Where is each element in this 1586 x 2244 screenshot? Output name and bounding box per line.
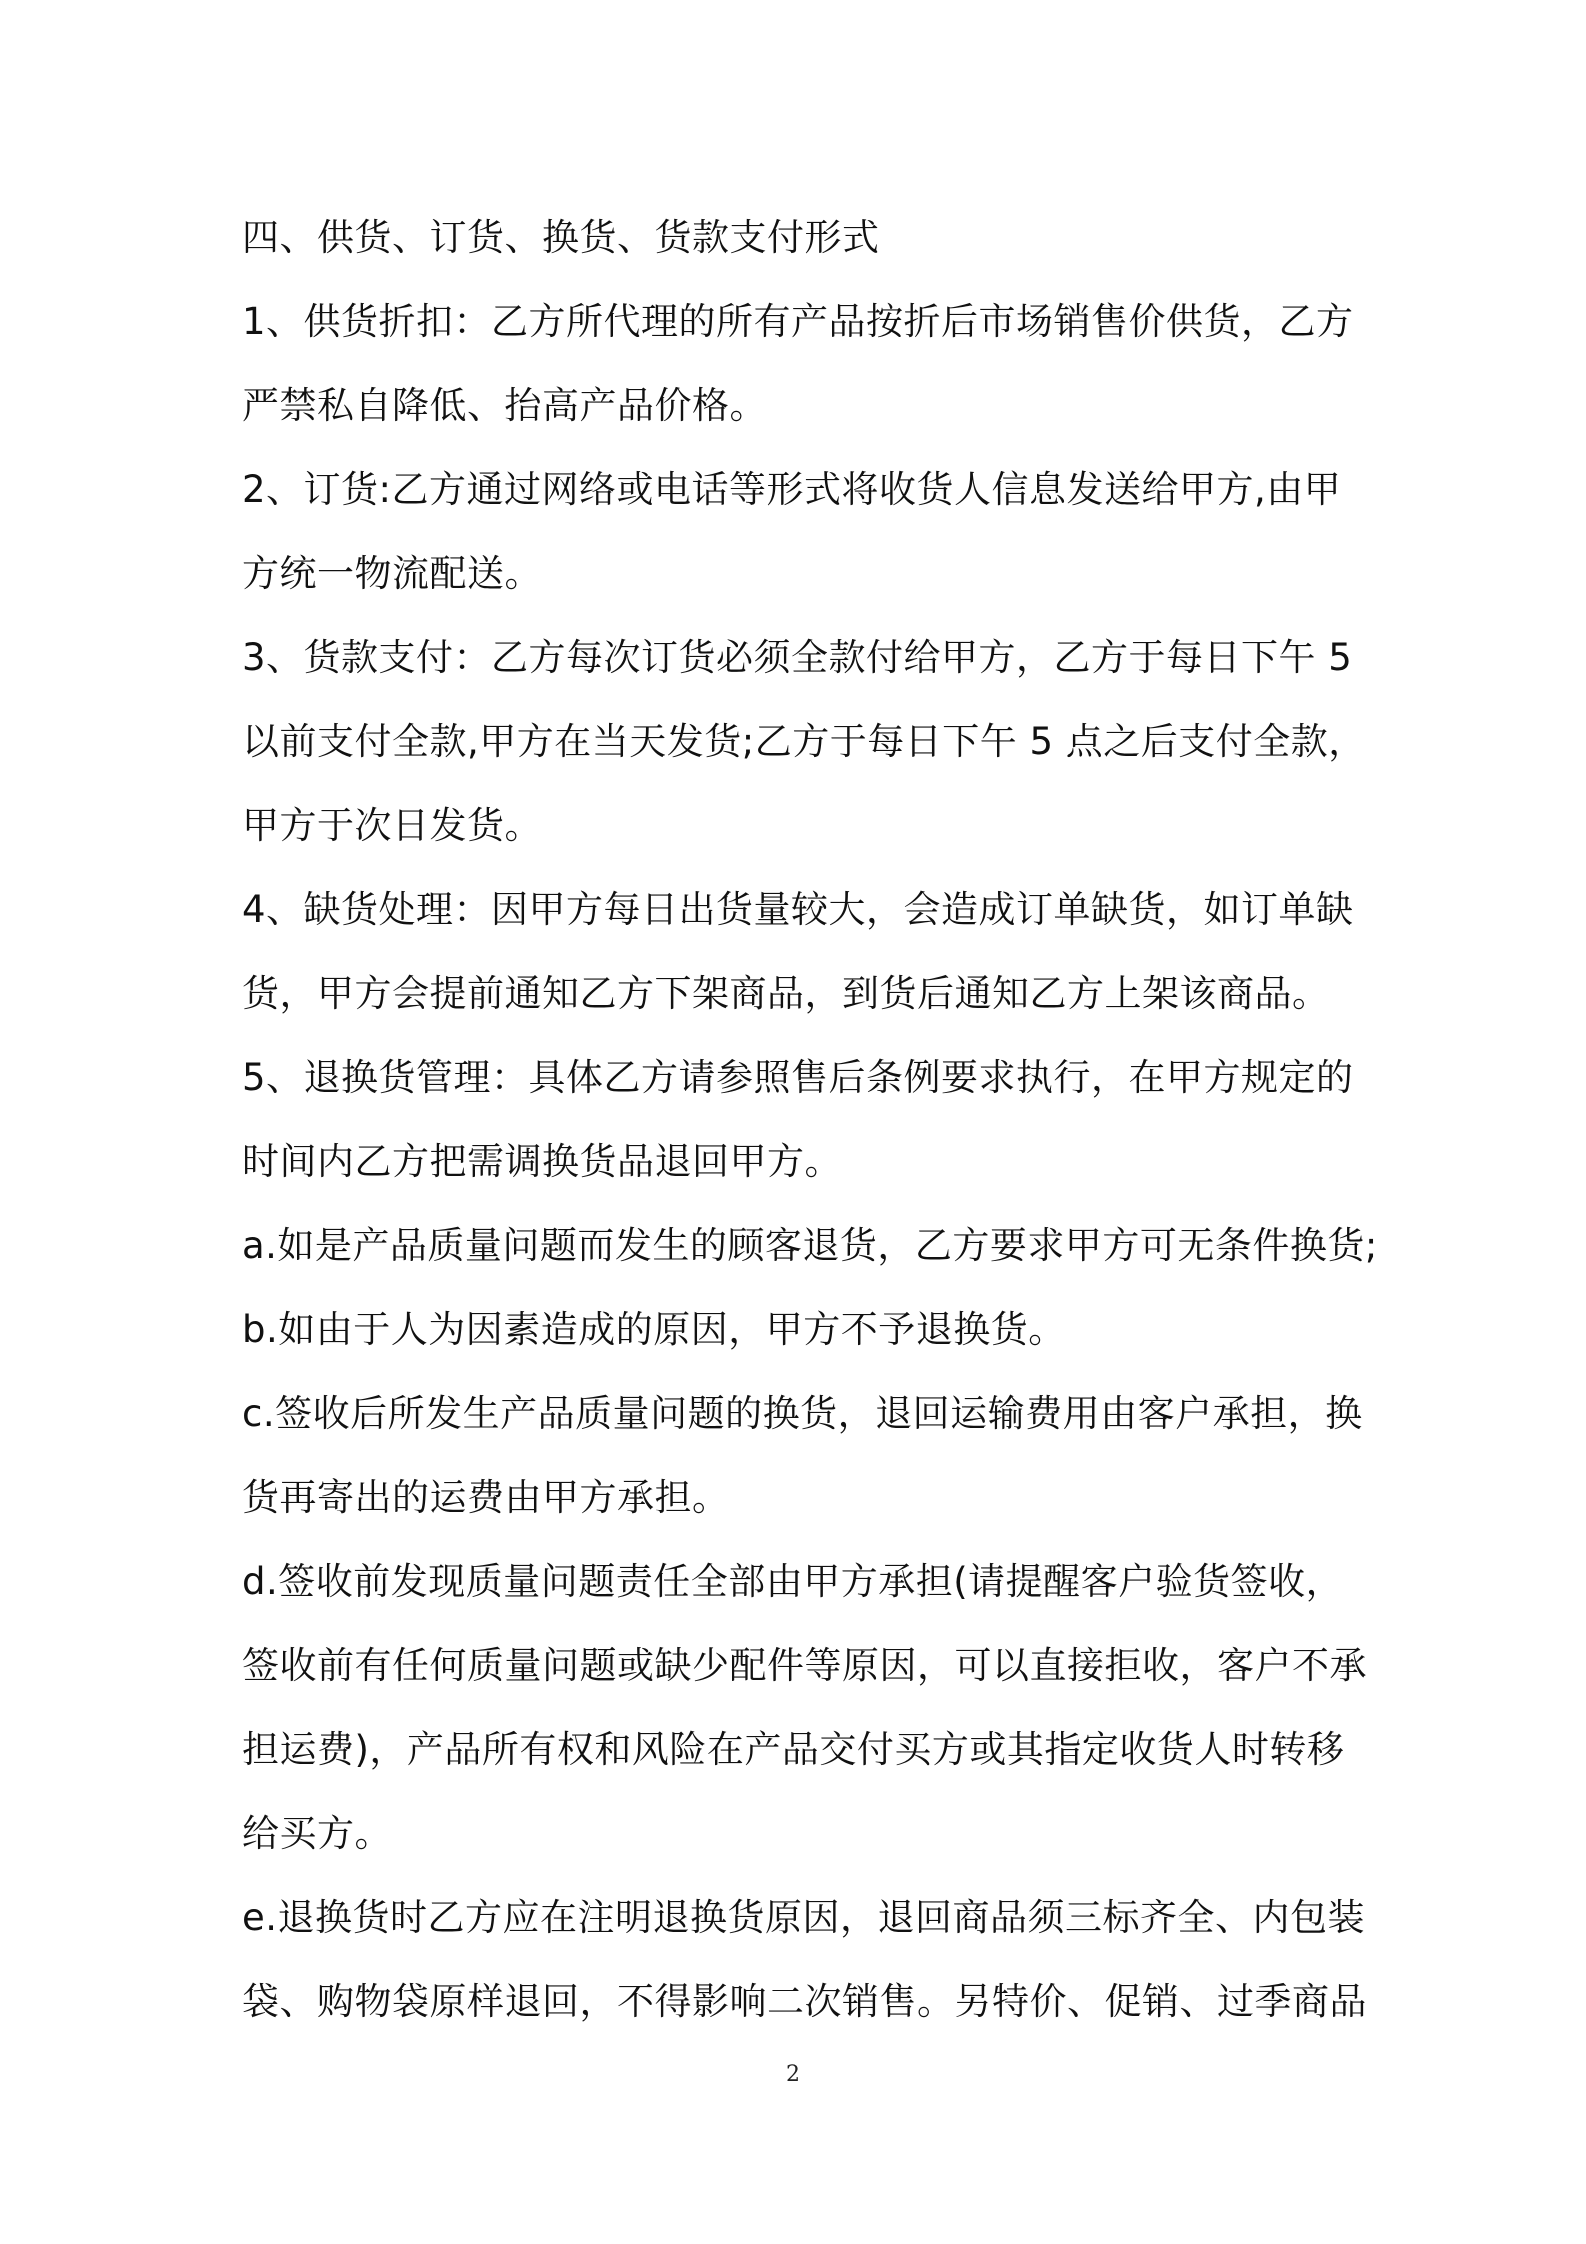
page-number: 2: [786, 2062, 800, 2087]
clause-2-line-2: 方统一物流配送。: [242, 552, 542, 595]
sub-item-b: b.如由于人为因素造成的原因，甲方不予退换货。: [242, 1308, 1066, 1351]
clause-5-line-2: 时间内乙方把需调换货品退回甲方。: [242, 1140, 842, 1183]
sub-item-d-line-1: d.签收前发现质量问题责任全部由甲方承担(请提醒客户验货签收，: [242, 1560, 1344, 1603]
clause-2-line-1: 2、订货:乙方通过网络或电话等形式将收货人信息发送给甲方,由甲: [242, 468, 1342, 511]
clause-5-line-1: 5、退换货管理：具体乙方请参照售后条例要求执行，在甲方规定的: [242, 1056, 1354, 1099]
clause-4-line-1: 4、缺货处理：因甲方每日出货量较大，会造成订单缺货，如订单缺: [242, 888, 1354, 931]
clause-3-line-1: 3、货款支付：乙方每次订货必须全款付给甲方，乙方于每日下午 5: [242, 636, 1353, 679]
sub-item-c-line-2: 货再寄出的运费由甲方承担。: [242, 1476, 730, 1519]
clause-4-line-2: 货，甲方会提前通知乙方下架商品，到货后通知乙方上架该商品。: [242, 972, 1330, 1015]
sub-item-c-line-1: c.签收后所发生产品质量问题的换货，退回运输费用由客户承担，换: [242, 1392, 1363, 1435]
section-heading: 四、供货、订货、换货、货款支付形式: [242, 216, 880, 259]
clause-1-line-1: 1、供货折扣：乙方所代理的所有产品按折后市场销售价供货，乙方: [242, 300, 1354, 343]
sub-item-e-line-2: 袋、购物袋原样退回，不得影响二次销售。另特价、促销、过季商品: [242, 1980, 1367, 2023]
clause-3-line-3: 甲方于次日发货。: [242, 804, 542, 847]
document-body: [242, 196, 1378, 2044]
sub-item-d-line-4: 给买方。: [242, 1812, 392, 1855]
sub-item-a: a.如是产品质量问题而发生的顾客退货，乙方要求甲方可无条件换货;: [242, 1224, 1378, 1267]
sub-item-d-line-3: 担运费)，产品所有权和风险在产品交付买方或其指定收货人时转移: [242, 1728, 1345, 1771]
clause-1-line-2: 严禁私自降低、抬高产品价格。: [242, 384, 767, 427]
sub-item-e-line-1: e.退换货时乙方应在注明退换货原因，退回商品须三标齐全、内包装: [242, 1896, 1366, 1939]
sub-item-d-line-2: 签收前有任何质量问题或缺少配件等原因，可以直接拒收，客户不承: [242, 1644, 1367, 1687]
clause-3-line-2: 以前支付全款,甲方在当天发货;乙方于每日下午 5 点之后支付全款，: [242, 720, 1366, 763]
